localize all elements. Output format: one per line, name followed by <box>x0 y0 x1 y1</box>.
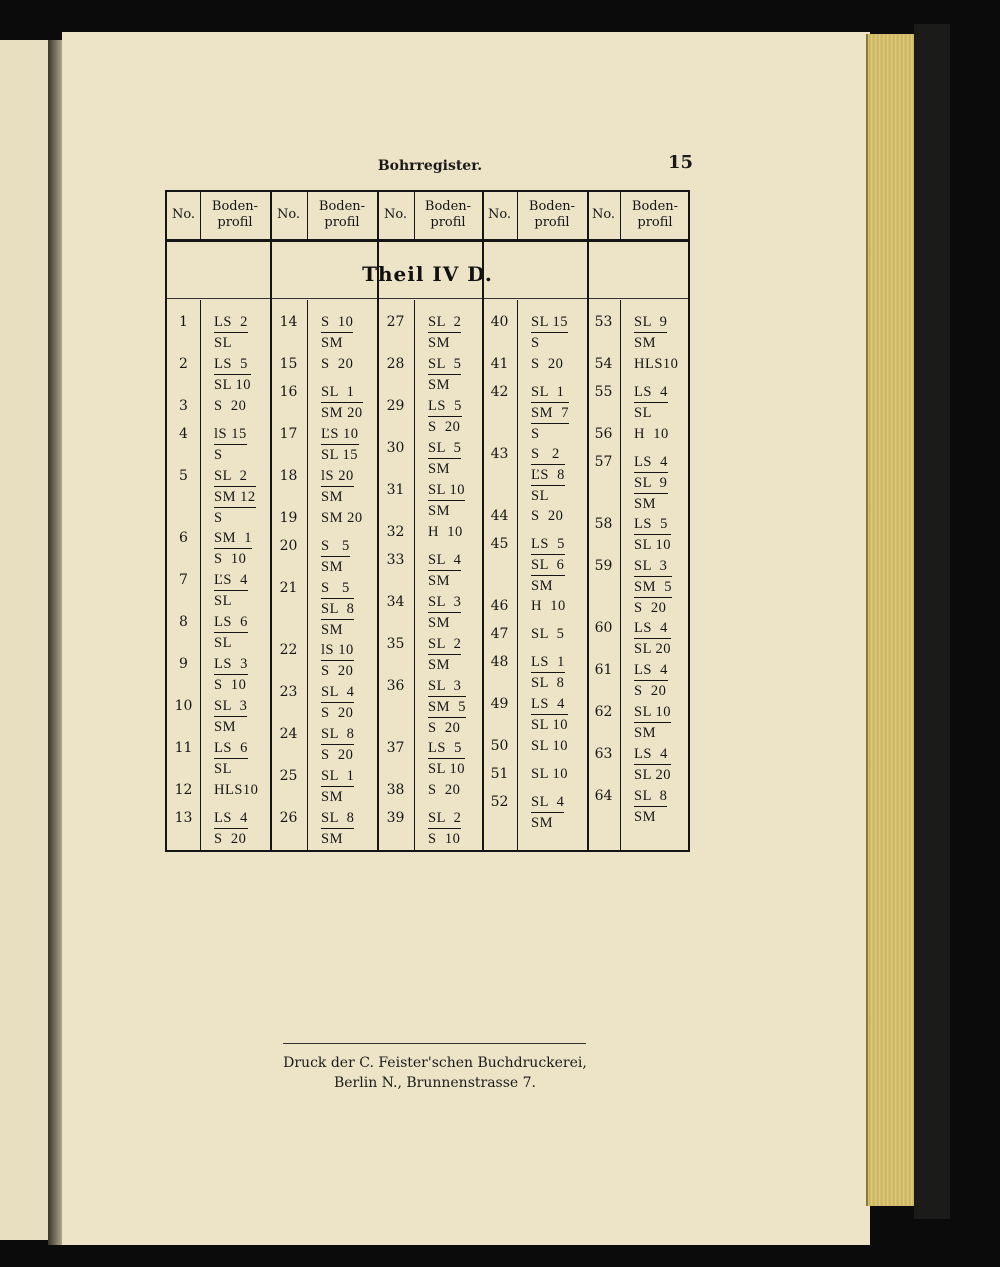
bodenprofil-line: S <box>531 423 569 444</box>
entry-number: 22 <box>279 642 298 658</box>
bodenprofil-value <box>428 676 466 738</box>
bodenprofil-value <box>531 736 568 756</box>
bodenprofil-value <box>634 618 671 659</box>
entry-number: 51 <box>490 766 509 782</box>
bodenprofil-line: SM <box>634 722 671 743</box>
header-bodenprofil <box>307 192 377 238</box>
header-bodenprofil <box>620 192 690 238</box>
bodenprofil-line: SL <box>634 402 668 423</box>
bodenprofil-line: S 20 <box>321 660 354 681</box>
entry-number: 36 <box>386 678 405 694</box>
bodenprofil-line: SL 8 <box>321 810 355 826</box>
header-bodenprofil-line1: Boden- <box>528 199 576 214</box>
bodenprofil-line: SM 5 <box>428 696 466 717</box>
bodenprofil-line: SL 20 <box>634 638 671 659</box>
entry-number: 4 <box>179 426 188 442</box>
bodenprofil-value <box>321 536 350 577</box>
bodenprofil-line: LS 5 <box>531 536 565 552</box>
bodenprofil-value <box>214 696 247 737</box>
bodenprofil-value <box>428 808 461 849</box>
header-bodenprofil-line2: profil <box>534 215 570 230</box>
entry-number: 41 <box>490 356 509 372</box>
bodenprofil-value <box>321 724 354 765</box>
bodenprofil-value <box>531 596 566 616</box>
bodenprofil-value <box>214 654 248 695</box>
entry-number: 20 <box>279 538 298 554</box>
bodenprofil-line: S 20 <box>321 702 354 723</box>
bodenprofil-line: SL 8 <box>321 726 355 742</box>
left-page-edge <box>0 40 50 1240</box>
entry-number: 46 <box>490 598 509 614</box>
bodenprofil-line: SL 5 <box>428 356 462 372</box>
bodenprofil-value <box>214 570 248 611</box>
bodenprofil-value <box>634 514 671 555</box>
entry-number: 53 <box>594 314 613 330</box>
bodenprofil-value <box>321 382 363 423</box>
bodenprofil-line: SL 10 <box>634 704 672 720</box>
header-bodenprofil-line2: profil <box>324 215 360 230</box>
bodenprofil-line: SL 4 <box>428 552 462 568</box>
bodenprofil-value <box>634 744 671 785</box>
entry-number: 58 <box>594 516 613 532</box>
entry-number: 50 <box>490 738 509 754</box>
bodenprofil-value <box>428 592 461 633</box>
bodenprofil-line: SL 6 <box>531 554 565 575</box>
entry-number: 57 <box>594 454 613 470</box>
bodenprofil-line: LS 4 <box>634 662 668 678</box>
bodenprofil-line: S 10 <box>214 674 248 695</box>
bodenprofil-line: S 5 <box>321 580 350 596</box>
bodenprofil-line: SM 20 <box>321 402 363 423</box>
bodenprofil-line: SM 1 <box>214 530 252 546</box>
bodenprofil-line: S 10 <box>321 314 354 330</box>
bodenprofil-line: SM <box>321 619 354 640</box>
bodenprofil-value <box>321 424 359 465</box>
bodenprofil-line: S 10 <box>214 548 252 569</box>
bodenprofil-value <box>214 466 256 528</box>
bodenprofil-line: SL 2 <box>428 810 462 826</box>
bodenprofil-line: SL 3 <box>634 558 668 574</box>
entry-number: 28 <box>386 356 405 372</box>
bodenprofil-line: SL 4 <box>321 684 355 700</box>
bodenprofil-value <box>531 312 568 353</box>
bodenprofil-line: SL 20 <box>634 764 671 785</box>
bodenprofil-value <box>531 382 569 444</box>
bodenprofil-line: SM <box>428 570 461 591</box>
column-divider <box>414 300 415 850</box>
bodenprofil-line: S 20 <box>214 398 247 414</box>
bodenprofil-line: SM <box>428 612 461 633</box>
bodenprofil-line: SL <box>214 332 248 353</box>
bodenprofil-line: SL 10 <box>531 714 568 735</box>
bodenprofil-value <box>428 312 461 353</box>
bodenprofil-line: SM <box>321 828 354 849</box>
entry-number: 18 <box>279 468 298 484</box>
bodenprofil-value <box>321 766 354 807</box>
bodenprofil-line: SM <box>428 500 465 521</box>
bodenprofil-line: SM <box>531 812 564 833</box>
bodenprofil-line: SL 4 <box>531 794 565 810</box>
entry-number: 33 <box>386 552 405 568</box>
entry-number: 64 <box>594 788 613 804</box>
bodenprofil-line: SL 2 <box>214 468 248 484</box>
bodenprofil-value <box>634 424 669 444</box>
entry-number: 31 <box>386 482 405 498</box>
bodenprofil-value <box>321 682 354 723</box>
bodenprofil-line: SL <box>214 632 248 653</box>
bodenprofil-line: SM <box>634 493 668 514</box>
bodenprofil-line: LS 4 <box>531 696 565 712</box>
bodenprofil-value <box>634 702 671 743</box>
bodenprofil-line: SL 10 <box>428 758 465 779</box>
bodenprofil-line: SL 3 <box>428 678 462 694</box>
bodenprofil-line: SL 2 <box>428 636 462 652</box>
entry-number: 55 <box>594 384 613 400</box>
bodenprofil-line: S 20 <box>321 356 354 372</box>
bodenprofil-value <box>634 312 667 353</box>
entry-number: 48 <box>490 654 509 670</box>
bodenprofil-line: ĽS 10 <box>321 426 359 442</box>
bodenprofil-value <box>321 354 353 374</box>
bodenprofil-line: SL 10 <box>531 766 569 782</box>
entry-number: 38 <box>386 782 405 798</box>
entry-number: 62 <box>594 704 613 720</box>
entry-number: 8 <box>179 614 188 630</box>
running-header: Bohrregister. <box>377 158 483 174</box>
entry-number: 7 <box>179 572 188 588</box>
section-rule <box>167 298 688 299</box>
bodenprofil-line: LS 4 <box>634 384 668 400</box>
column-divider <box>200 300 201 850</box>
entry-number: 56 <box>594 426 613 442</box>
bodenprofil-value <box>214 312 248 353</box>
bodenprofil-value <box>531 764 568 784</box>
header-bodenprofil-line1: Boden- <box>211 199 259 214</box>
bodenprofil-line: SM 7 <box>531 402 569 423</box>
bodenprofil-value <box>214 738 248 779</box>
entry-number: 61 <box>594 662 613 678</box>
page-edges <box>866 34 916 1206</box>
bodenprofil-line: SM 20 <box>321 510 363 526</box>
bodenprofil-line: LS 4 <box>634 746 668 762</box>
column-divider <box>307 300 308 850</box>
entry-number: 17 <box>279 426 298 442</box>
bodenprofil-line: S 2 <box>531 446 560 462</box>
bodenprofil-value <box>214 354 251 395</box>
bodenprofil-line: S 20 <box>634 597 672 618</box>
page-number: 15 <box>668 152 694 173</box>
bodenprofil-value <box>634 786 667 827</box>
header-bodenprofil-line2: profil <box>430 215 466 230</box>
column-divider <box>620 300 621 850</box>
bodenprofil-line: LS 4 <box>634 620 668 636</box>
bodenprofil-value <box>321 578 354 640</box>
header-no: No. <box>383 207 408 222</box>
bodenprofil-line: LS 5 <box>428 398 462 414</box>
header-no: No. <box>591 207 616 222</box>
bodenprofil-line: SM <box>634 332 667 353</box>
bodenprofil-line: SM 12 <box>214 486 256 507</box>
bodenprofil-value <box>428 480 465 521</box>
bodenprofil-line: S 20 <box>428 717 466 738</box>
bodenprofil-line: SL <box>214 758 248 779</box>
bodenprofil-value <box>321 312 353 353</box>
bodenprofil-value <box>531 652 565 693</box>
header-bodenprofil-line2: profil <box>637 215 673 230</box>
entry-number: 47 <box>490 626 509 642</box>
bodenprofil-line: LS 3 <box>214 656 248 672</box>
bodenprofil-line: LS 6 <box>214 740 248 756</box>
bodenprofil-value <box>321 808 354 849</box>
bodenprofil-line: LS 5 <box>428 740 462 756</box>
bodenprofil-line: lS 20 <box>321 468 354 484</box>
entry-number: 29 <box>386 398 405 414</box>
entry-number: 23 <box>279 684 298 700</box>
bodenprofil-value <box>428 634 461 675</box>
entry-number: 11 <box>174 740 193 756</box>
bodenprofil-value <box>428 780 460 800</box>
bodenprofil-line: SL 1 <box>321 768 355 784</box>
bodenprofil-value <box>321 640 354 681</box>
bodenprofil-line: LS 2 <box>214 314 248 330</box>
bodenprofil-line: LS 6 <box>214 614 248 630</box>
bodenprofil-line: SL 8 <box>531 672 565 693</box>
bodenprofil-line: SL 9 <box>634 472 668 493</box>
bodenprofil-line: SL 5 <box>531 626 565 642</box>
header-rule <box>167 239 688 242</box>
bodenprofil-value <box>214 612 248 653</box>
bodenprofil-line: SM <box>428 654 461 675</box>
header-no: No. <box>276 207 301 222</box>
entry-number: 10 <box>174 698 193 714</box>
bodenprofil-value <box>531 694 568 735</box>
entry-number: 1 <box>179 314 188 330</box>
header-bodenprofil-line1: Boden- <box>631 199 679 214</box>
bodenprofil-value <box>321 466 354 507</box>
bodenprofil-value <box>531 506 563 526</box>
bodenprofil-value <box>634 452 668 514</box>
entry-number: 27 <box>386 314 405 330</box>
bodenprofil-value <box>531 444 565 506</box>
entry-number: 39 <box>386 810 405 826</box>
bodenprofil-value <box>531 534 565 596</box>
bodenprofil-line: SL 2 <box>428 314 462 330</box>
bodenprofil-line: SM 5 <box>634 576 672 597</box>
bodenprofil-value <box>214 528 252 569</box>
bodenprofil-line: S 20 <box>214 828 248 849</box>
bodenprofil-line: LS 4 <box>634 454 668 470</box>
entry-number: 32 <box>386 524 405 540</box>
bodenprofil-line: SM <box>428 458 461 479</box>
bodenprofil-line: SL <box>214 590 248 611</box>
book-cover <box>914 24 950 1219</box>
entry-number: 45 <box>490 536 509 552</box>
entry-number: 43 <box>490 446 509 462</box>
bodenprofil-line: SM <box>321 556 350 577</box>
bodenprofil-value <box>428 550 461 591</box>
bodenprofil-line: SL 8 <box>634 788 668 804</box>
entry-number: 3 <box>179 398 188 414</box>
bodenprofil-line: SM <box>214 716 247 737</box>
bodenprofil-line: SM <box>321 486 354 507</box>
entry-number: 52 <box>490 794 509 810</box>
entry-number: 13 <box>174 810 193 826</box>
bodenprofil-line: SL 10 <box>634 534 671 555</box>
entry-number: 49 <box>490 696 509 712</box>
bodenprofil-line: S 5 <box>321 538 350 554</box>
entry-number: 15 <box>279 356 298 372</box>
bodenprofil-line: SL 15 <box>321 444 359 465</box>
bodenprofil-value <box>214 780 258 800</box>
header-bodenprofil <box>517 192 587 238</box>
bodenprofil-line: SL 10 <box>428 482 466 498</box>
bodenprofil-line: ĽS 8 <box>531 464 565 485</box>
bodenprofil-line: S 20 <box>634 680 668 701</box>
bodenprofil-line: SL 10 <box>531 738 569 754</box>
bodenprofil-line: LS 4 <box>214 810 248 826</box>
entry-number: 19 <box>279 510 298 526</box>
entry-number: 60 <box>594 620 613 636</box>
bodenprofil-line: S 20 <box>531 508 564 524</box>
entry-number: 9 <box>179 656 188 672</box>
bodenprofil-line: S 20 <box>428 782 461 798</box>
bodenprofil-line: SL 3 <box>428 594 462 610</box>
bodenprofil-line: H 10 <box>428 524 463 540</box>
entry-number: 59 <box>594 558 613 574</box>
header-bodenprofil <box>200 192 270 238</box>
bodenprofil-line: SL 15 <box>531 314 569 330</box>
bodenprofil-line: SM <box>428 374 461 395</box>
header-bodenprofil-line2: profil <box>217 215 253 230</box>
bodenprofil-value <box>634 354 678 374</box>
bodenprofil-value <box>428 738 465 779</box>
header-bodenprofil <box>414 192 482 238</box>
entry-number: 44 <box>490 508 509 524</box>
bodenprofil-value <box>531 792 564 833</box>
bohrregister-table <box>165 190 690 852</box>
entry-number: 63 <box>594 746 613 762</box>
bodenprofil-line: SL 3 <box>214 698 248 714</box>
bodenprofil-line: LS 5 <box>634 516 668 532</box>
bodenprofil-line: SL 1 <box>321 384 355 400</box>
bodenprofil-value <box>321 508 363 528</box>
entry-number: 6 <box>179 530 188 546</box>
entry-number: 54 <box>594 356 613 372</box>
bodenprofil-line: S 20 <box>531 356 564 372</box>
header-bodenprofil-line1: Boden- <box>318 199 366 214</box>
bodenprofil-value <box>428 438 461 479</box>
bodenprofil-line: ĽS 4 <box>214 572 248 588</box>
bodenprofil-value <box>428 354 461 395</box>
bodenprofil-line: HLS10 <box>634 356 679 372</box>
bodenprofil-line: SM <box>634 806 667 827</box>
entry-number: 35 <box>386 636 405 652</box>
bodenprofil-line: LS 5 <box>214 356 248 372</box>
entry-number: 42 <box>490 384 509 400</box>
bodenprofil-line: S 20 <box>321 744 354 765</box>
entry-number: 5 <box>179 468 188 484</box>
entry-number: 14 <box>279 314 298 330</box>
bodenprofil-line: SL 5 <box>428 440 462 456</box>
entry-number: 16 <box>279 384 298 400</box>
bodenprofil-line: SL 9 <box>634 314 668 330</box>
bodenprofil-value <box>214 424 247 465</box>
bodenprofil-line: SM <box>321 332 353 353</box>
bodenprofil-line: SM <box>428 332 461 353</box>
bodenprofil-value <box>214 808 248 849</box>
entry-number: 30 <box>386 440 405 456</box>
bodenprofil-value <box>634 556 672 618</box>
bodenprofil-value <box>634 660 668 701</box>
bodenprofil-line: SL 1 <box>531 384 565 400</box>
bodenprofil-line: SL <box>531 485 565 506</box>
bodenprofil-value <box>634 382 668 423</box>
entry-number: 34 <box>386 594 405 610</box>
printer-line-2: Berlin N., Brunnenstrasse 7. <box>333 1075 537 1091</box>
section-title: Theil IV D. <box>362 262 493 286</box>
entry-number: 37 <box>386 740 405 756</box>
printer-line-1: Druck der C. Feister'schen Buchdruckerei, <box>283 1055 587 1071</box>
entry-number: 25 <box>279 768 298 784</box>
header-no: No. <box>171 207 196 222</box>
bodenprofil-line: SM <box>531 575 565 596</box>
bodenprofil-value <box>531 624 564 644</box>
bodenprofil-line: S <box>531 332 568 353</box>
bodenprofil-line: SM <box>321 786 354 807</box>
bodenprofil-value <box>214 396 246 416</box>
bodenprofil-line: HLS10 <box>214 782 259 798</box>
bodenprofil-line: lS 15 <box>214 426 247 442</box>
bodenprofil-line: S <box>214 444 247 465</box>
bodenprofil-line: S 10 <box>428 828 461 849</box>
bodenprofil-line: H 10 <box>634 426 669 442</box>
bodenprofil-value <box>428 396 462 437</box>
bodenprofil-line: LS 1 <box>531 654 565 670</box>
column-divider <box>517 300 518 850</box>
bodenprofil-value <box>531 354 563 374</box>
header-no: No. <box>487 207 512 222</box>
bodenprofil-line: SL 8 <box>321 598 354 619</box>
header-bodenprofil-line1: Boden- <box>424 199 472 214</box>
bodenprofil-line: S <box>214 507 256 528</box>
entry-number: 24 <box>279 726 298 742</box>
entry-number: 2 <box>179 356 188 372</box>
bodenprofil-line: SL 10 <box>214 374 251 395</box>
entry-number: 40 <box>490 314 509 330</box>
bodenprofil-line: lS 10 <box>321 642 354 658</box>
bodenprofil-line: H 10 <box>531 598 566 614</box>
bodenprofil-line: S 20 <box>428 416 462 437</box>
entry-number: 26 <box>279 810 298 826</box>
entry-number: 12 <box>174 782 193 798</box>
footer-rule <box>283 1043 586 1044</box>
bodenprofil-value <box>428 522 463 542</box>
entry-number: 21 <box>279 580 298 596</box>
